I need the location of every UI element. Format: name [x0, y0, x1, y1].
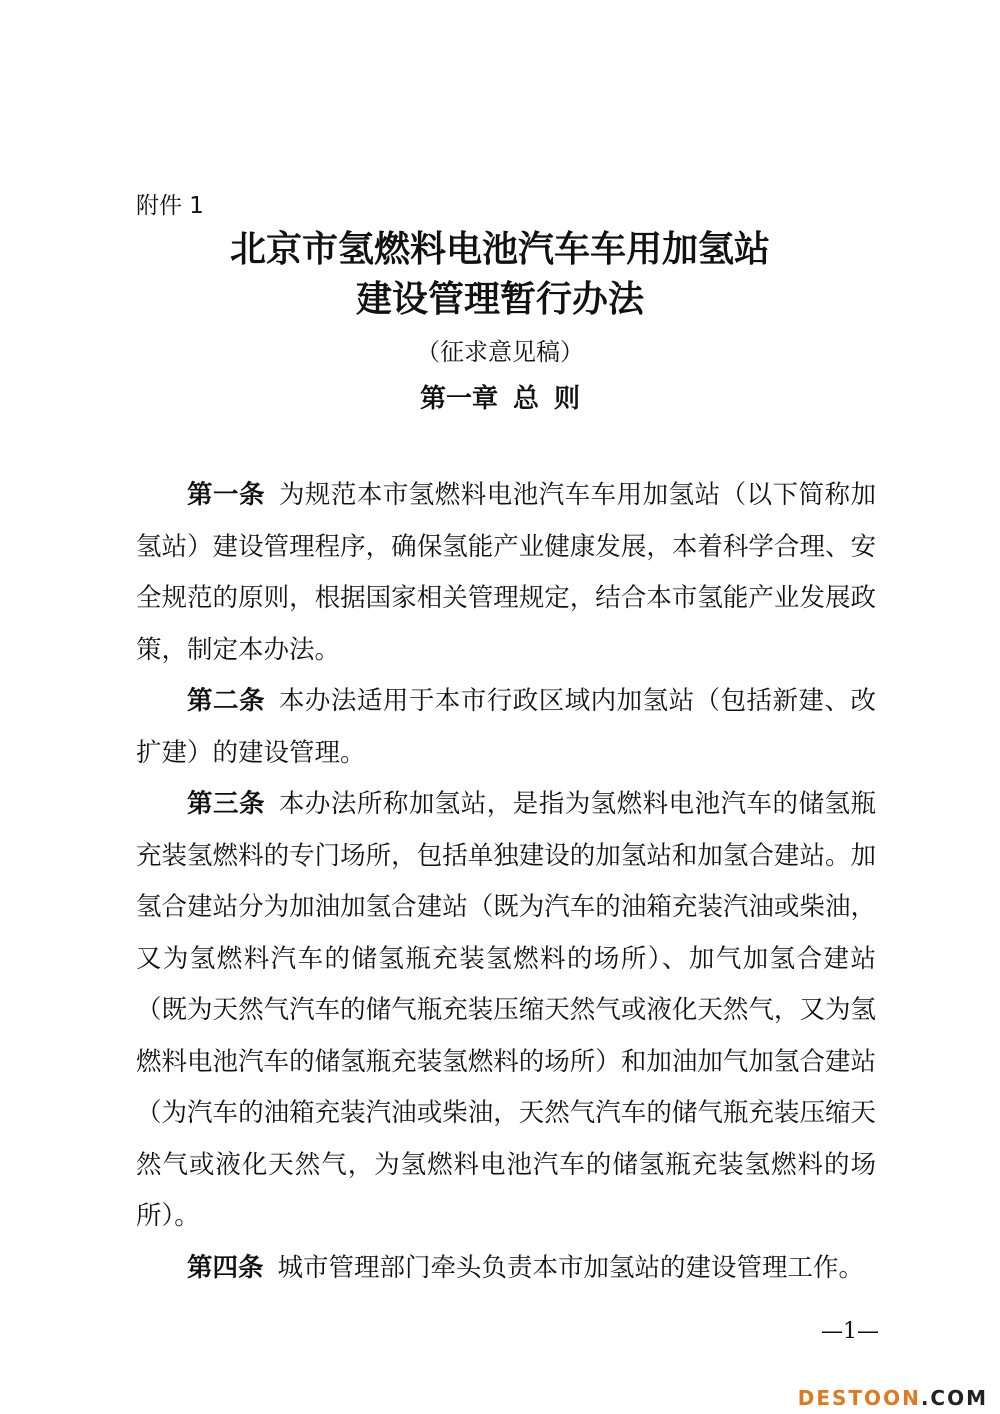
- chapter-heading: 第一章 总 则: [419, 384, 581, 414]
- watermark-domain: .COM: [920, 1386, 988, 1410]
- page-number: —1—: [821, 1319, 879, 1344]
- article-1: [136, 470, 876, 676]
- article-text: 本办法所称加氢站，是指为氢燃料电池汽车的储氢瓶充装氢燃料的专门场所，包括单独建设的加氢站和加氢合建站。加氢合建站分为加油加氢合建站（既为汽车的油箱充装汽油或柴油，又为氢燃料汽车的储氢瓶充装氢燃料的场所）、加气加氢合建站（既为天然气汽车的储气瓶充装压缩天然气或液化天然气，又为氢燃料电池汽车的储氢瓶充装氢燃料的场所）和加油加气加氢合建站（为汽车的油箱充装汽油或柴油，天然气汽车的储气瓶充装压缩天然气或液化天然气，为氢燃料电池汽车的储氢瓶充装氢燃料的场所）。: [136, 789, 876, 1231]
- article-label: 第四条: [187, 1252, 264, 1283]
- article-label: 第二条: [187, 686, 265, 716]
- document-title-line2: 建设管理暂行办法: [355, 279, 644, 320]
- article-text: 本办法适用于本市行政区域内加氢站（包括新建、改扩建）的建设管理。: [136, 686, 876, 768]
- article-3: [136, 779, 876, 1243]
- draft-subtitle: （征求意见稿）: [416, 338, 584, 366]
- watermark-logo: [798, 1386, 988, 1410]
- document-body: [136, 470, 876, 1294]
- watermark-brand: DESTOON: [797, 1386, 921, 1410]
- article-2: [136, 676, 876, 779]
- article-label: 第三条: [187, 789, 265, 819]
- article-text: 城市管理部门牵头负责本市加氢站的建设管理工作。: [277, 1252, 865, 1283]
- article-label: 第一条: [187, 480, 265, 510]
- article-4: [136, 1243, 876, 1295]
- attachment-label: 附件 1: [136, 193, 204, 219]
- document-title-line1: 北京市氢燃料电池汽车车用加氢站: [229, 229, 770, 270]
- article-text: 为规范本市氢燃料电池汽车车用加氢站（以下简称加氢站）建设管理程序，确保氢能产业健康发展，本着科学合理、安全规范的原则，根据国家相关管理规定，结合本市氢能产业发展政策，制定本办法。: [136, 480, 876, 665]
